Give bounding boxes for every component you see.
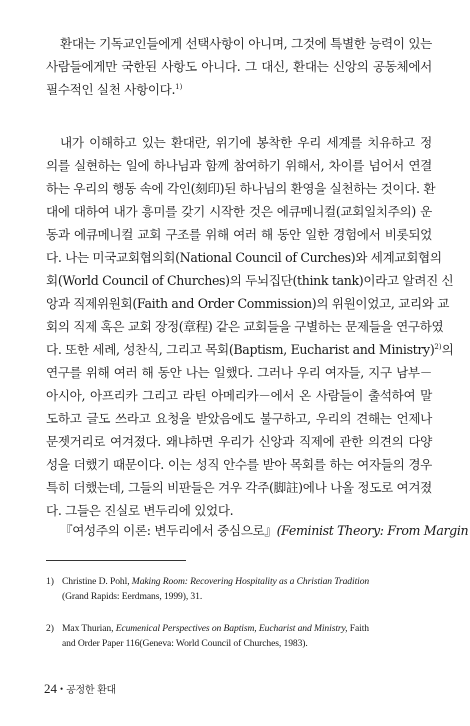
- footnote-title: Ecumenical Perspectives on Baptism, Eucharist and Ministry,: [115, 623, 348, 634]
- footnote-ref-1: 1): [175, 83, 183, 91]
- footnote-number: 2): [46, 623, 54, 634]
- footnote-title: Making Room: Recovering Hospitality as a Christian Tradition: [131, 576, 370, 587]
- text-line: 동과 에큐메니컬 교회 구조를 위해 여러 해 동안 일한 경험에서 비롯되었: [46, 227, 432, 242]
- text-line: 환대는 기독교인들에게 선택사항이 아니며, 그것에 특별한 능력이 있는: [60, 36, 432, 51]
- text-line: 아시아, 아프리카 그리고 라틴 아메리카－에서 온 사람들이 출석하여 말: [46, 388, 432, 403]
- footnote-divider: [46, 560, 186, 561]
- text-line: 문젯거리로 여겨졌다. 왜냐하면 우리가 신앙과 직제에 관한 의견의 다양: [46, 434, 432, 449]
- text-line: 연구를 위해 여러 해 동안 나는 일했다. 그러나 우리 여자들, 지구 남부－: [46, 365, 432, 380]
- text-line: 다. 또한 세례, 성찬식, 그리고 목회(Baptism, Eucharist and Ministry)$^{2)}$의: [46, 342, 454, 357]
- text-line: 내가 이해하고 있는 환대란, 위기에 봉착한 우리 세계를 치유하고 정: [60, 135, 432, 150]
- text-line: 필수적인 실천 사항이다.$^{1)}$: [46, 82, 183, 97]
- text-line: 하는 우리의 행동 속에 각인(刻印)된 하나님의 환영을 실천하는 것이다. 환: [46, 181, 436, 196]
- text-line: 성을 더했기 때문이다. 이는 성직 안수를 받아 목회를 하는 여자들의 경우: [46, 457, 432, 472]
- book-title-english: (Feminist Theory: From Margin: [276, 523, 469, 538]
- text-line: 다. 그들은 진실로 변두리에 있었다.: [46, 503, 234, 518]
- footnote-publication: and Order Paper 116(Geneva: World Council of Churches, 1983).: [62, 638, 308, 649]
- footnote-ref-2: 2): [434, 343, 442, 351]
- text-line: 도하고 글도 쓰라고 요청을 받았음에도 불구하고, 우리의 견해는 언제나: [46, 411, 432, 426]
- text-line: 회의 직제 혹은 교회 장정(章程) 같은 교회들을 구별하는 문제들을 연구하였: [46, 319, 444, 334]
- text-line: 다. 나는 미국교회협의회(National Council of Curches)와 세계교회협의: [46, 250, 442, 265]
- paragraph-hospitality-intro: [46, 34, 432, 99]
- footnote-publication: (Grand Rapids: Eerdmans, 1999), 31.: [62, 591, 203, 602]
- footnote-2: 2) Max Thurian, Ecumenical Perspectives on Baptism, Eucharist and Ministry, Faith and Order Paper 116(Geneva: World Council of Churches, 1983).: [46, 621, 438, 651]
- text-line: 특히 더했는데, 그들의 비판들은 겨우 각주(脚註)에나 나올 정도로 여겨졌: [46, 480, 432, 495]
- page-number: 24: [44, 681, 57, 696]
- paragraph-ecumenical-experience: [46, 133, 454, 520]
- running-title: 공정한 환대: [66, 685, 116, 696]
- paragraph-feminist-theory: [46, 521, 469, 540]
- footnote-author: Christine D. Pohl,: [62, 576, 132, 587]
- page-footer: [44, 681, 116, 697]
- text-line: 사람들에게만 국한된 사항도 아니다. 그 대신, 환대는 신앙의 공동체에서: [46, 59, 432, 74]
- text-line: [46, 521, 469, 540]
- book-title-korean: 『여성주의 이론: 변두리에서 중심으로』: [60, 523, 277, 538]
- text-line: 대에 대하여 내가 흥미를 갖기 시작한 것은 에큐메니컬(교회일치주의) 운: [46, 204, 432, 219]
- footnote-1: [46, 574, 438, 604]
- text-line: 의를 실현하는 일에 하나님과 함께 참여하기 위해서, 차이를 넘어서 연결: [46, 158, 432, 173]
- footnote-author: Max Thurian,: [62, 623, 116, 634]
- separator-dot: •: [60, 684, 64, 694]
- text-line: 회(World Council of Churches)의 두뇌집단(think tank)이라고 알려진 신: [46, 273, 454, 288]
- footnote-number: 1): [46, 576, 54, 587]
- text-line: 앙과 직제위원회(Faith and Order Commission)의 위원이었고, 교리와 교: [46, 296, 450, 311]
